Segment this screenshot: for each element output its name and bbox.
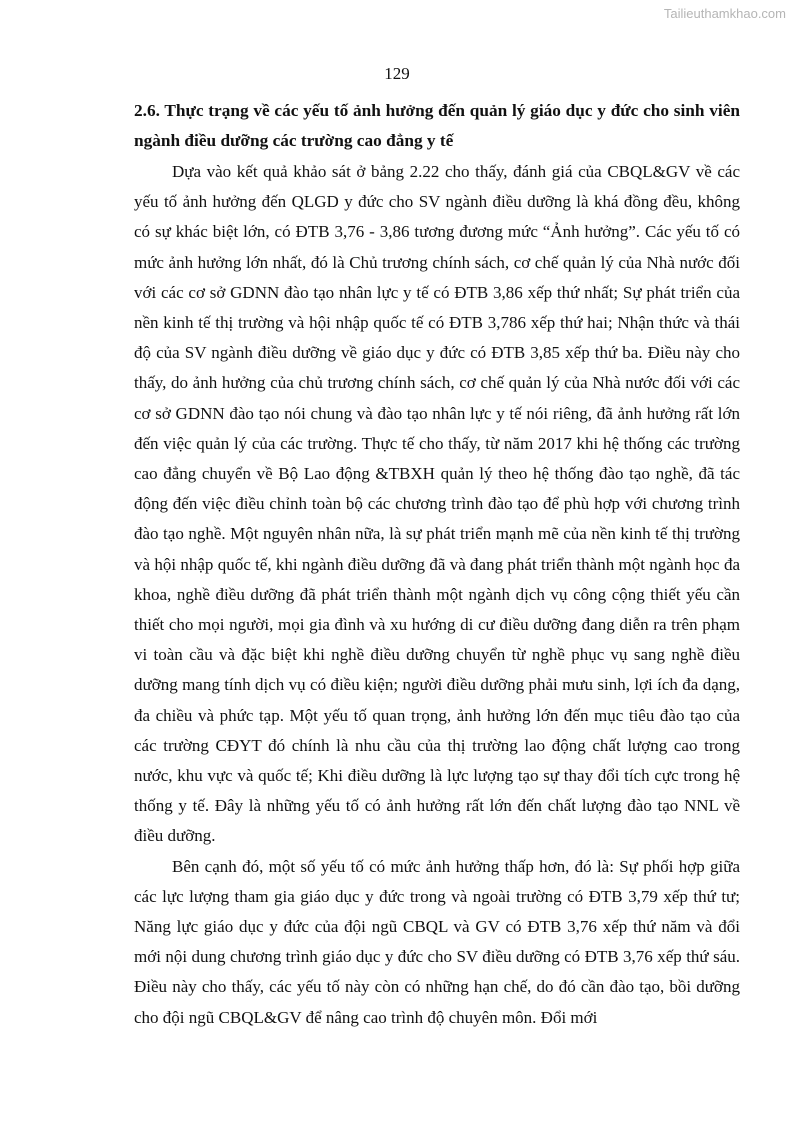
paragraph: Dựa vào kết quả khảo sát ở bảng 2.22 cho thấy, đánh giá của CBQL&GV về các yếu tố ảnh hưởng đến QLGD y đức cho SV ngành điều dưỡng là khá đồng đều, không có sự khác biệt lớn, có ĐTB 3,76 - 3,86 tương đương mức “Ảnh hưởng”. Các yếu tố có mức ảnh hưởng lớn nhất, đó là Chủ trương chính sách, cơ chế quản lý của Nhà nước đối với các cơ sở GDNN đào tạo nhân lực y tế có ĐTB 3,86 xếp thứ nhất; Sự phát triển của nền kinh tế thị trường và hội nhập quốc tế có ĐTB 3,786 xếp thứ hai; Nhận thức và thái độ của SV ngành điều dưỡng về giáo dục y đức có ĐTB 3,85 xếp thứ ba. Điều này cho thấy, do ảnh hưởng của chủ trương chính sách, cơ chế quản lý của Nhà nước đối với các cơ sở GDNN đào tạo nói chung và đào tạo nhân lực y tế nói riêng, đã ảnh hưởng rất lớn đến việc quản lý của các trường. Thực tế cho thấy, từ năm 2017 khi hệ thống các trường cao đẳng chuyển về Bộ Lao động &TBXH quản lý theo hệ thống đào tạo nghề, đã tác động đến việc điều chỉnh toàn bộ các chương trình đào tạo để phù hợp với chương trình đào tạo nghề. Một nguyên nhân nữa, là sự phát triển mạnh mẽ của nền kinh tế thị trường và hội nhập quốc tế, khi ngành điều dưỡng đã và đang phát triển thành một ngành học đa khoa, nghề điều dưỡng đã phát triển thành một ngành dịch vụ công cộng thiết yếu cần thiết cho mọi người, mọi gia đình và xu hướng di cư điều dưỡng đang diễn ra trên phạm vi toàn cầu và đặc biệt khi nghề điều dưỡng chuyển từ nghề phục vụ sang nghề điều dưỡng mang tính dịch vụ có điều kiện; người điều dưỡng phải mưu sinh, lợi ích đa dạng, đa chiều và phức tạp. Một yếu tố quan trọng, ảnh hưởng lớn đến mục tiêu đào tạo của các trường CĐYT đó chính là nhu cầu của thị trường lao động chất lượng cao trong nước, khu vực và quốc tế; Khi điều dưỡng là lực lượng tạo sự thay đổi tích cực trong hệ thống y tế. Đây là những yếu tố có ảnh hưởng rất lớn đến chất lượng đào tạo NNL về điều dưỡng. [134,162,740,846]
section-heading: 2.6. Thực trạng về các yếu tố ảnh hưởng đến quản lý giáo dục y đức cho sinh viên ngành điều dưỡng các trường cao đẳng y tế [134,101,740,150]
paragraph: Bên cạnh đó, một số yếu tố có mức ảnh hưởng thấp hơn, đó là: Sự phối hợp giữa các lực lượng tham gia giáo dục y đức trong và ngoài trường có ĐTB 3,79 xếp thứ tư; Năng lực giáo dục y đức của đội ngũ CBQL và GV có ĐTB 3,76 xếp thứ năm và đổi mới nội dung chương trình giáo dục y đức cho SV điều dưỡng có ĐTB 3,76 xếp thứ sáu. Điều này cho thấy, các yếu tố này còn có những hạn chế, do đó cần đào tạo, bồi dưỡng cho đội ngũ CBQL&GV để nâng cao trình độ chuyên môn. Đổi mới [134,856,740,1027]
page-number: 129 [384,64,410,83]
watermark: Tailieuthamkhao.com [663,6,786,21]
document-body [134,96,740,1033]
